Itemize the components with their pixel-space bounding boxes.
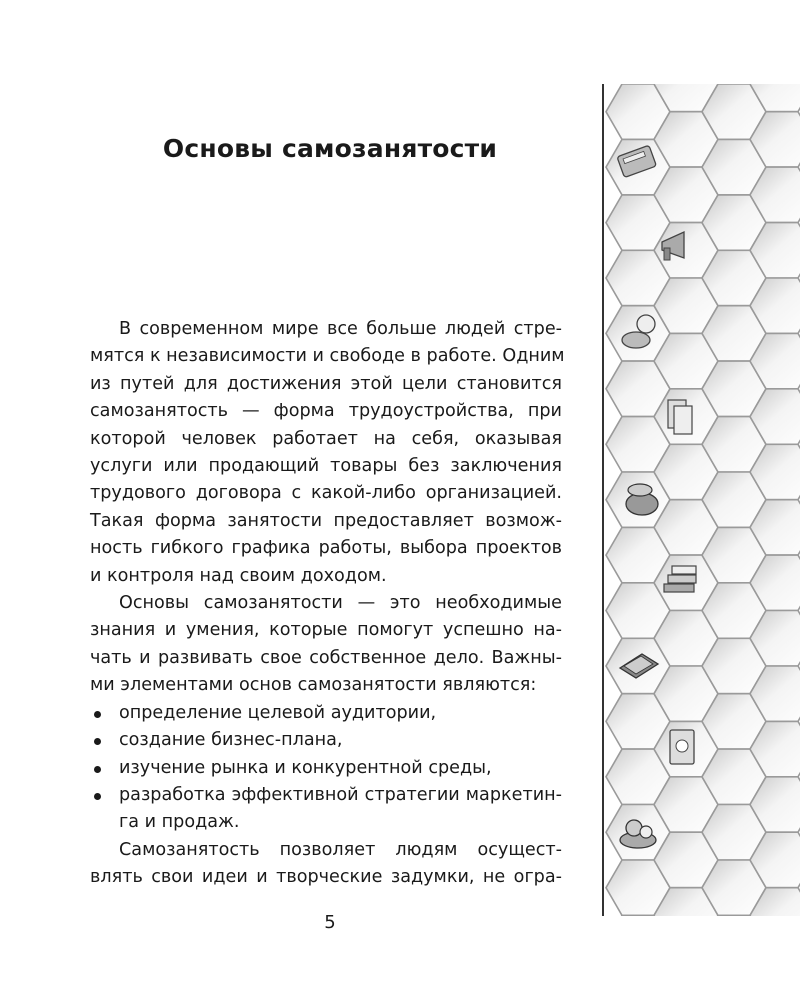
text-line: Основы самозанятости — это необходимые [119, 593, 562, 614]
list-item [90, 755, 562, 782]
page-title: Основы самозанятости [162, 134, 498, 163]
list-item [90, 700, 562, 727]
paragraph-3 [90, 837, 562, 892]
honeycomb-rail [600, 84, 800, 916]
text-line: которой человек работает на себя, оказывая [90, 428, 562, 449]
text-line: Самозанятость позволяет людям осущест- [119, 839, 562, 860]
paragraph-2 [90, 590, 562, 700]
bullet-icon [94, 793, 101, 800]
list-item-text: создание бизнес-плана, [119, 730, 343, 751]
list-item [90, 727, 562, 754]
bullet-icon [94, 738, 101, 745]
text-line: из путей для достижения этой цели становится [90, 373, 562, 394]
text-line: влять свои идеи и творческие задумки, не огра- [90, 867, 562, 888]
list-item-text: разработка эффективной стратегии маркетин- [119, 784, 562, 805]
list-item-text: га и продаж. [119, 812, 240, 833]
text-line: трудового договора с какой-либо организацией. [90, 483, 562, 504]
text-line: чать и развивать свое собственное дело. Важны- [90, 647, 562, 668]
text-line: знания и умения, которые помогут успешно на- [90, 620, 562, 641]
bullet-list [90, 700, 562, 837]
notebook-icon [670, 730, 694, 764]
paragraph-1 [90, 316, 565, 590]
list-item-text: изучение рынка и конкурентной среды, [119, 757, 492, 778]
text-line: самозанятость — форма трудоустройства, при [90, 401, 562, 422]
bullet-icon [94, 711, 101, 718]
body-text [90, 316, 565, 892]
list-item [90, 782, 562, 837]
text-line: ность гибкого графика работы, выбора проектов [90, 538, 562, 559]
text-line: В современном мире все больше людей стре- [119, 319, 562, 339]
text-line: и контроля над своим доходом. [90, 565, 387, 586]
list-item-text: определение целевой аудитории, [119, 702, 437, 723]
text-line: ми элементами основ самозанятости являются: [90, 675, 537, 696]
text-line: мятся к независимости и свободе в работе. Одним [90, 346, 565, 367]
text-line: Такая форма занятости предоставляет возмож- [90, 510, 562, 531]
text-line: услуги или продающий товары без заключения [90, 456, 562, 477]
page-number: 5 [324, 912, 336, 933]
bullet-icon [94, 766, 101, 773]
